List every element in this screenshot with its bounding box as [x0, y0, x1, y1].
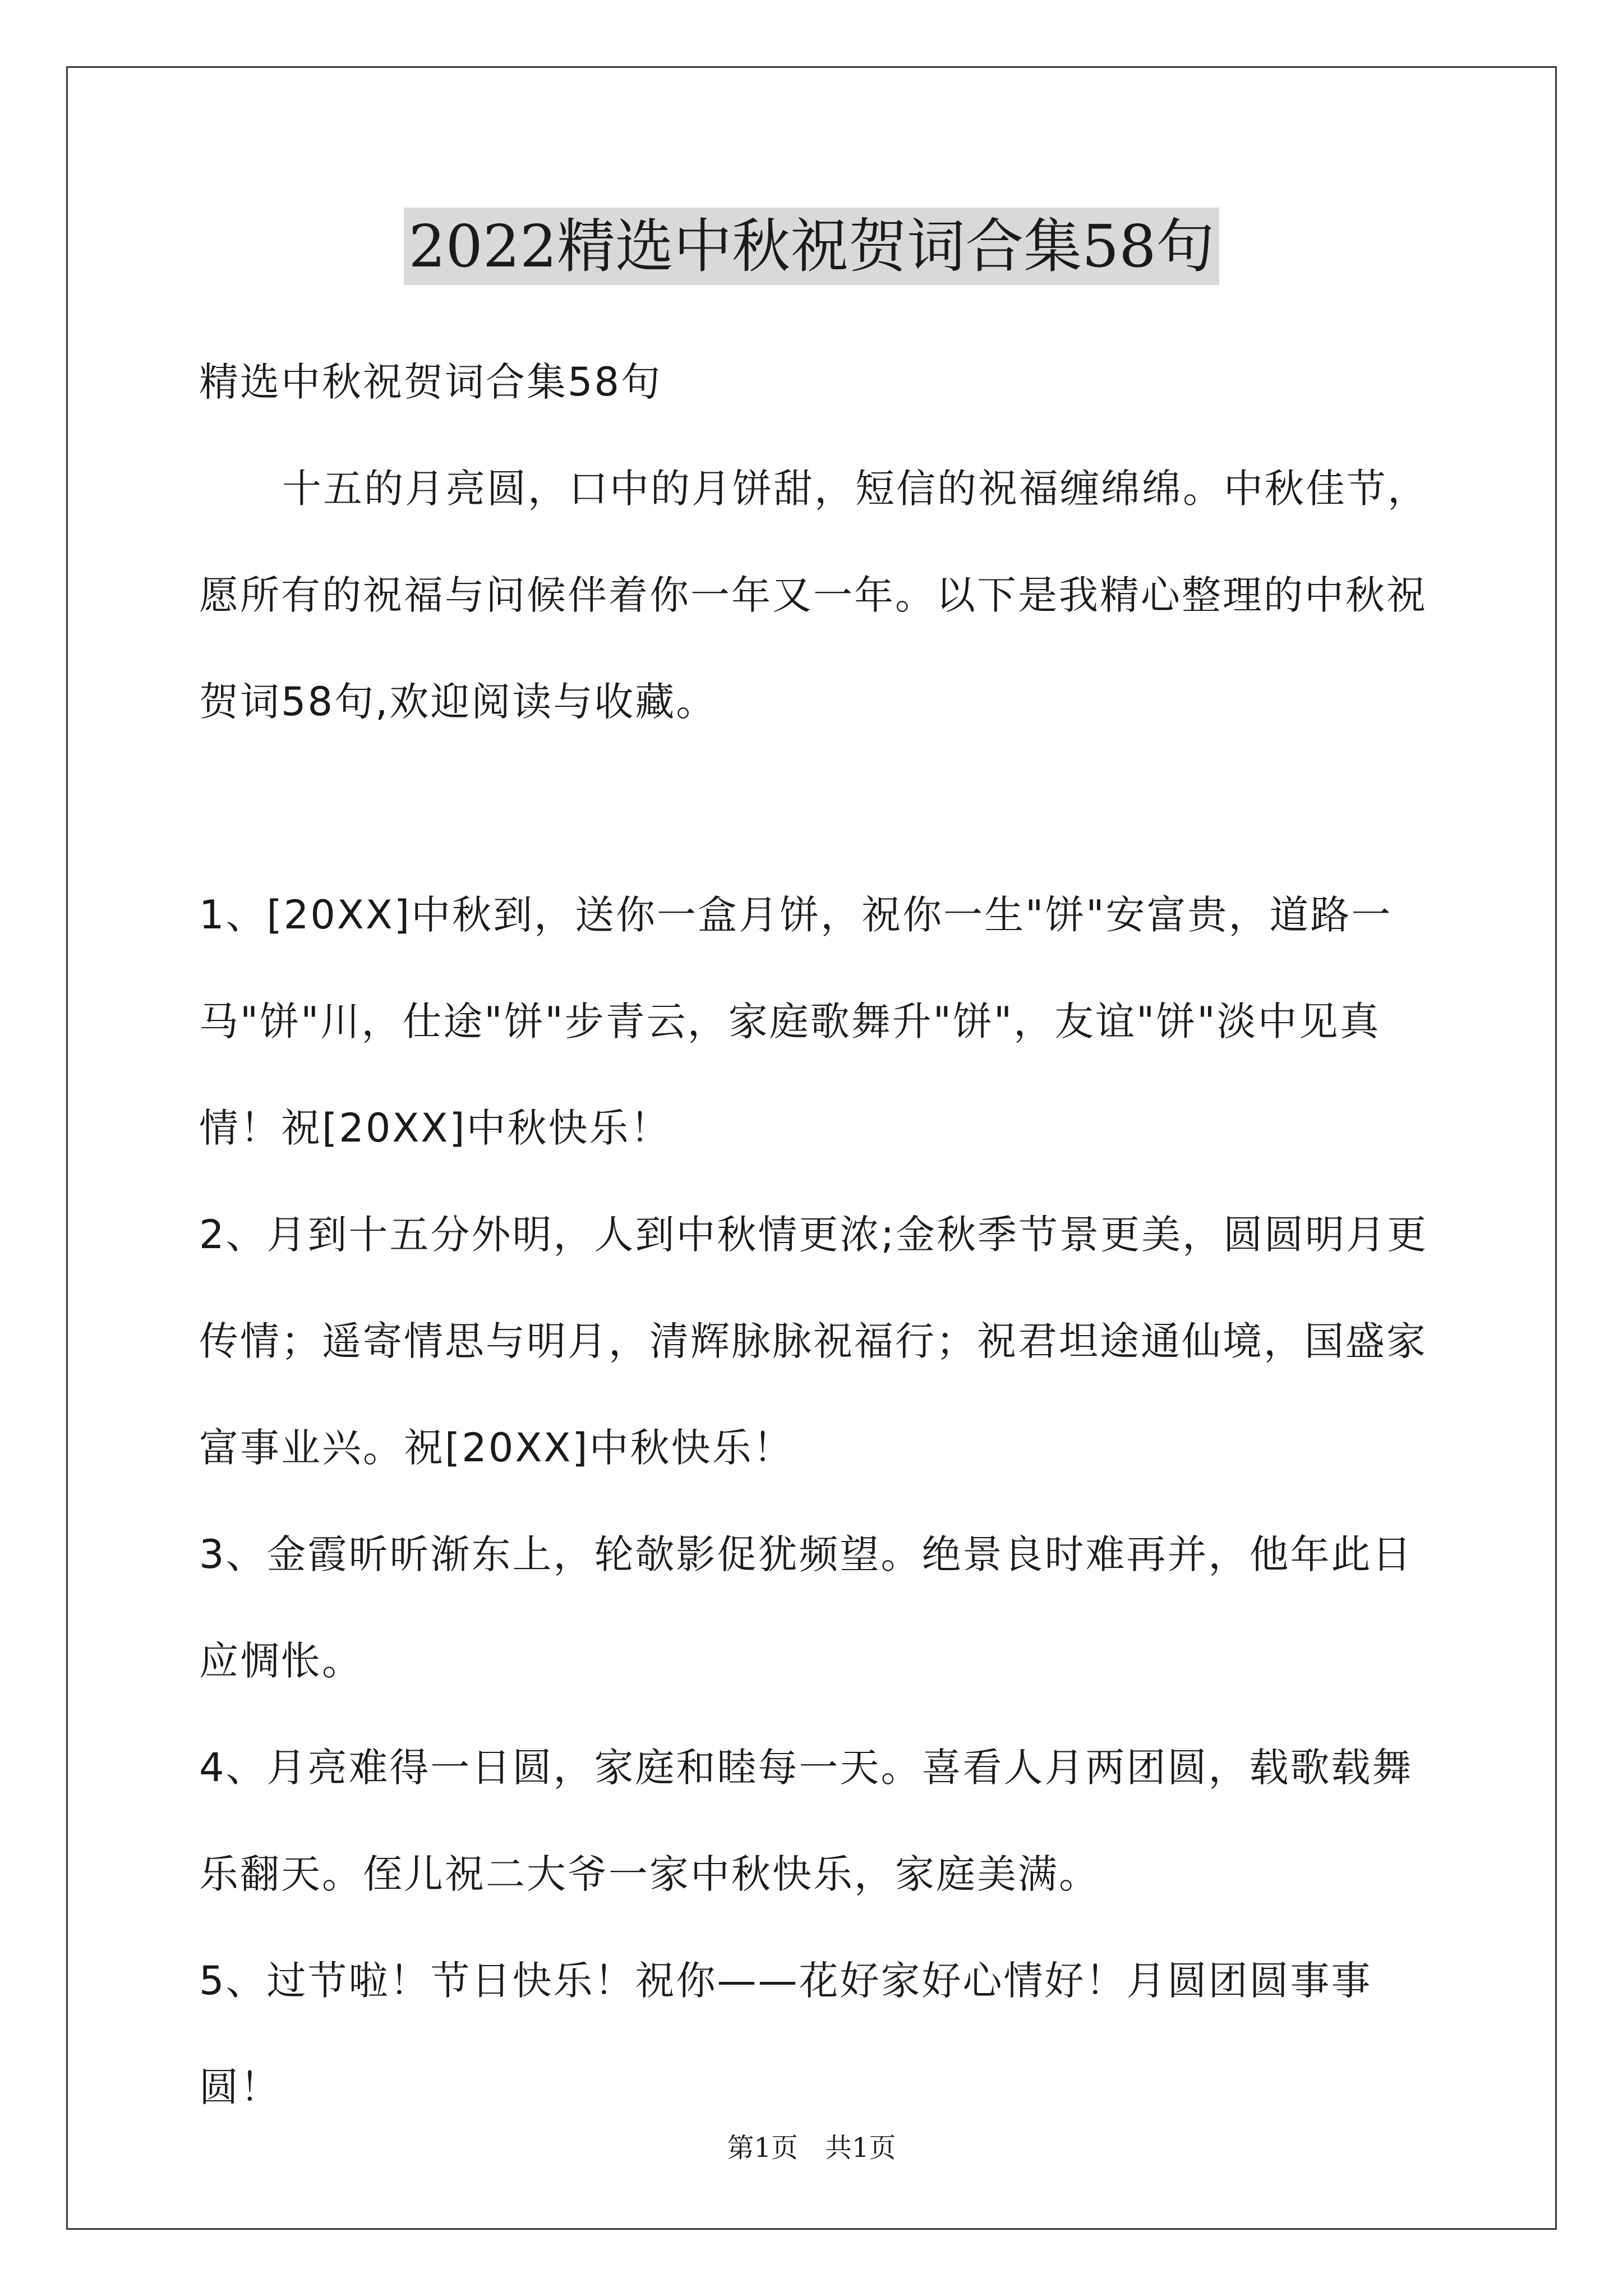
- document-title: 2022精选中秋祝贺词合集58句: [404, 208, 1219, 285]
- page-footer: 第1页 共1页: [727, 2132, 896, 2164]
- list-item: 4、月亮难得一日圆，家庭和睦每一天。喜看人月两团圆，载歌载舞乐翻天。侄儿祝二大爷一家中秋快乐，家庭美满。: [199, 1745, 1413, 1897]
- list-item: 5、过节啦！节日快乐！祝你——花好家好心情好！月圆团圆事事圆！: [199, 1958, 1372, 2110]
- list-item: 2、月到十五分外明，人到中秋情更浓;金秋季节景更美，圆圆明月更传情；遥寄情思与明月，清辉脉脉祝福行；祝君坦途通仙境，国盛家富事业兴。祝[20XX]中秋快乐！: [199, 1212, 1428, 1471]
- list-item: 3、金霞昕昕渐东上，轮欹影促犹频望。绝景良时难再并，他年此日应惆怅。: [199, 1531, 1413, 1684]
- document-subtitle: 精选中秋祝贺词合集58句: [199, 359, 662, 405]
- document-body: [199, 329, 1450, 2141]
- title-container: [0, 208, 1623, 285]
- intro-paragraph: 十五的月亮圆，口中的月饼甜，短信的祝福缠绵绵。中秋佳节，愿所有的祝福与问候伴着你一年又一年。以下是我精心整理的中秋祝贺词58句,欢迎阅读与收藏。: [199, 466, 1428, 725]
- list-item: 1、[20XX]中秋到，送你一盒月饼，祝你一生"饼"安富贵，道路一马"饼"川，仕途"饼"步青云，家庭歌舞升"饼"，友谊"饼"淡中见真情！祝[20XX]中秋快乐！: [199, 892, 1393, 1151]
